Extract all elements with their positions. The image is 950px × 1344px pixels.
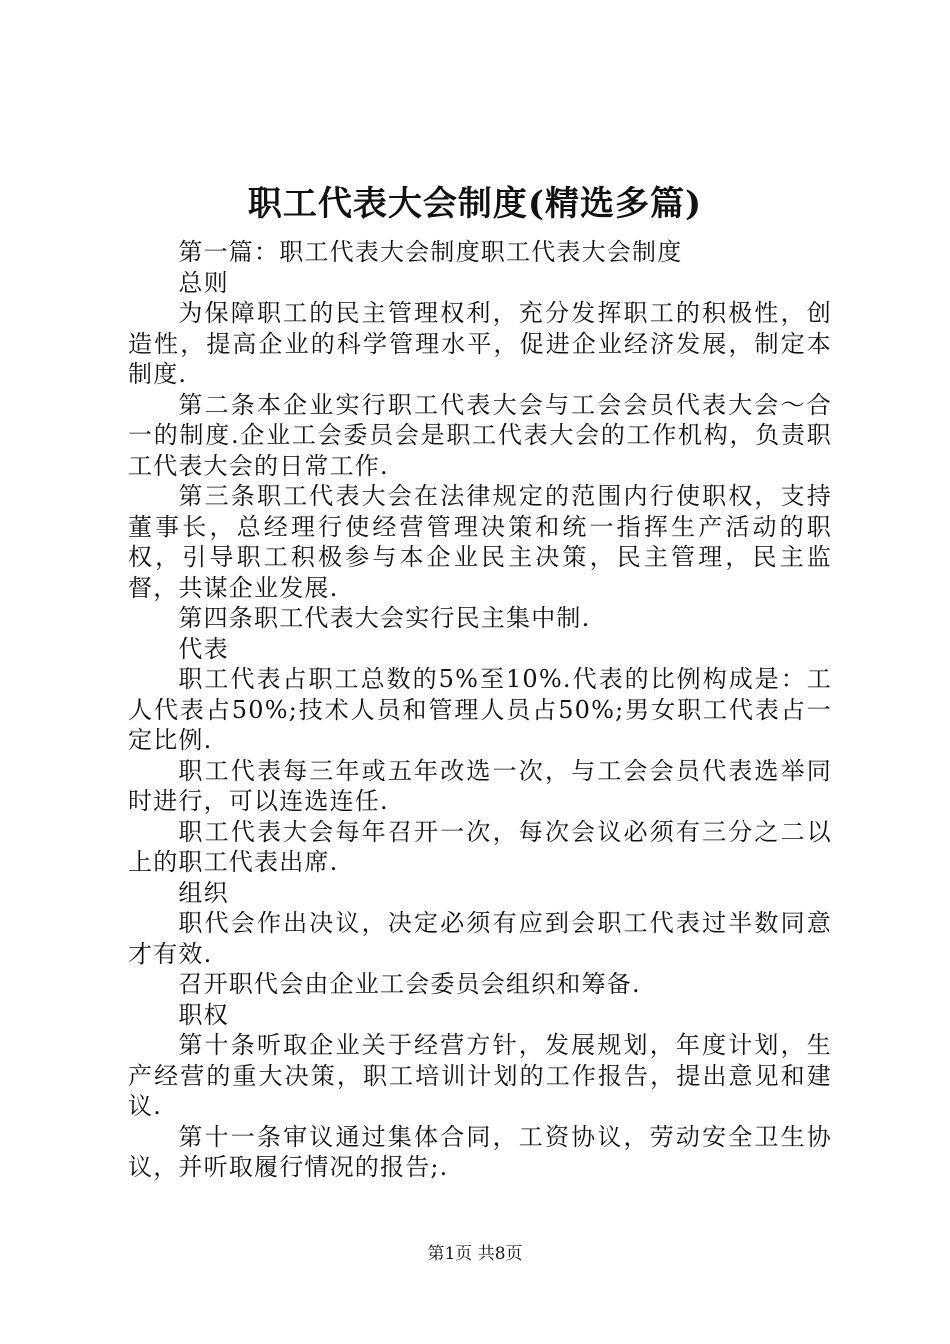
paragraph: 第十一条审议通过集体合同，工资协议，劳动安全卫生协议，并听取履行情况的报告;. [128, 1122, 832, 1181]
page-footer: 第1页 共8页 [427, 1244, 523, 1264]
paragraph: 第四条职工代表大会实行民主集中制. [178, 604, 591, 632]
section-heading: 总则 [178, 268, 229, 297]
paragraph: 职工代表每三年或五年改选一次，与工会会员代表选举同时进行，可以连选连任. [128, 756, 832, 815]
section-heading: 职权 [178, 1000, 229, 1029]
paragraph: 第十条听取企业关于经营方针，发展规划，年度计划，生产经营的重大决策，职工培训计划的工作报告，提出意见和建议. [128, 1031, 832, 1120]
paragraph: 职工代表大会每年召开一次，每次会议必须有三分之二以上的职工代表出席. [128, 817, 832, 876]
paragraph: 为保障职工的民主管理权利，充分发挥职工的积极性，创造性，提高企业的科学管理水平，促进企业经济发展，制定本制度. [128, 299, 832, 388]
paragraph: 第三条职工代表大会在法律规定的范围内行使职权，支持董事长，总经理行使经营管理决策和统一指挥生产活动的职权，引导职工积极参与本企业民主决策，民主管理，民主监督，共谋企业发展. [128, 482, 832, 602]
document-body [128, 237, 832, 1183]
paragraph: 第一篇：职工代表大会制度职工代表大会制度 [178, 238, 683, 266]
section-heading: 代表 [178, 634, 229, 663]
paragraph: 召开职代会由企业工会委员会组织和筹备. [178, 970, 641, 998]
paragraph: 职工代表占职工总数的5%至10%.代表的比例构成是：工人代表占50%;技术人员和管理人员占50%;男女职工代表占一定比例. [128, 665, 832, 754]
paragraph: 第二条本企业实行职工代表大会与工会会员代表大会～合一的制度.企业工会委员会是职工代表大会的工作机构，负责职工代表大会的日常工作. [128, 390, 832, 480]
document-title: 职工代表大会制度(精选多篇) [247, 184, 703, 224]
section-heading: 组织 [178, 878, 229, 907]
paragraph: 职代会作出决议，决定必须有应到会职工代表过半数同意才有效. [128, 909, 832, 968]
